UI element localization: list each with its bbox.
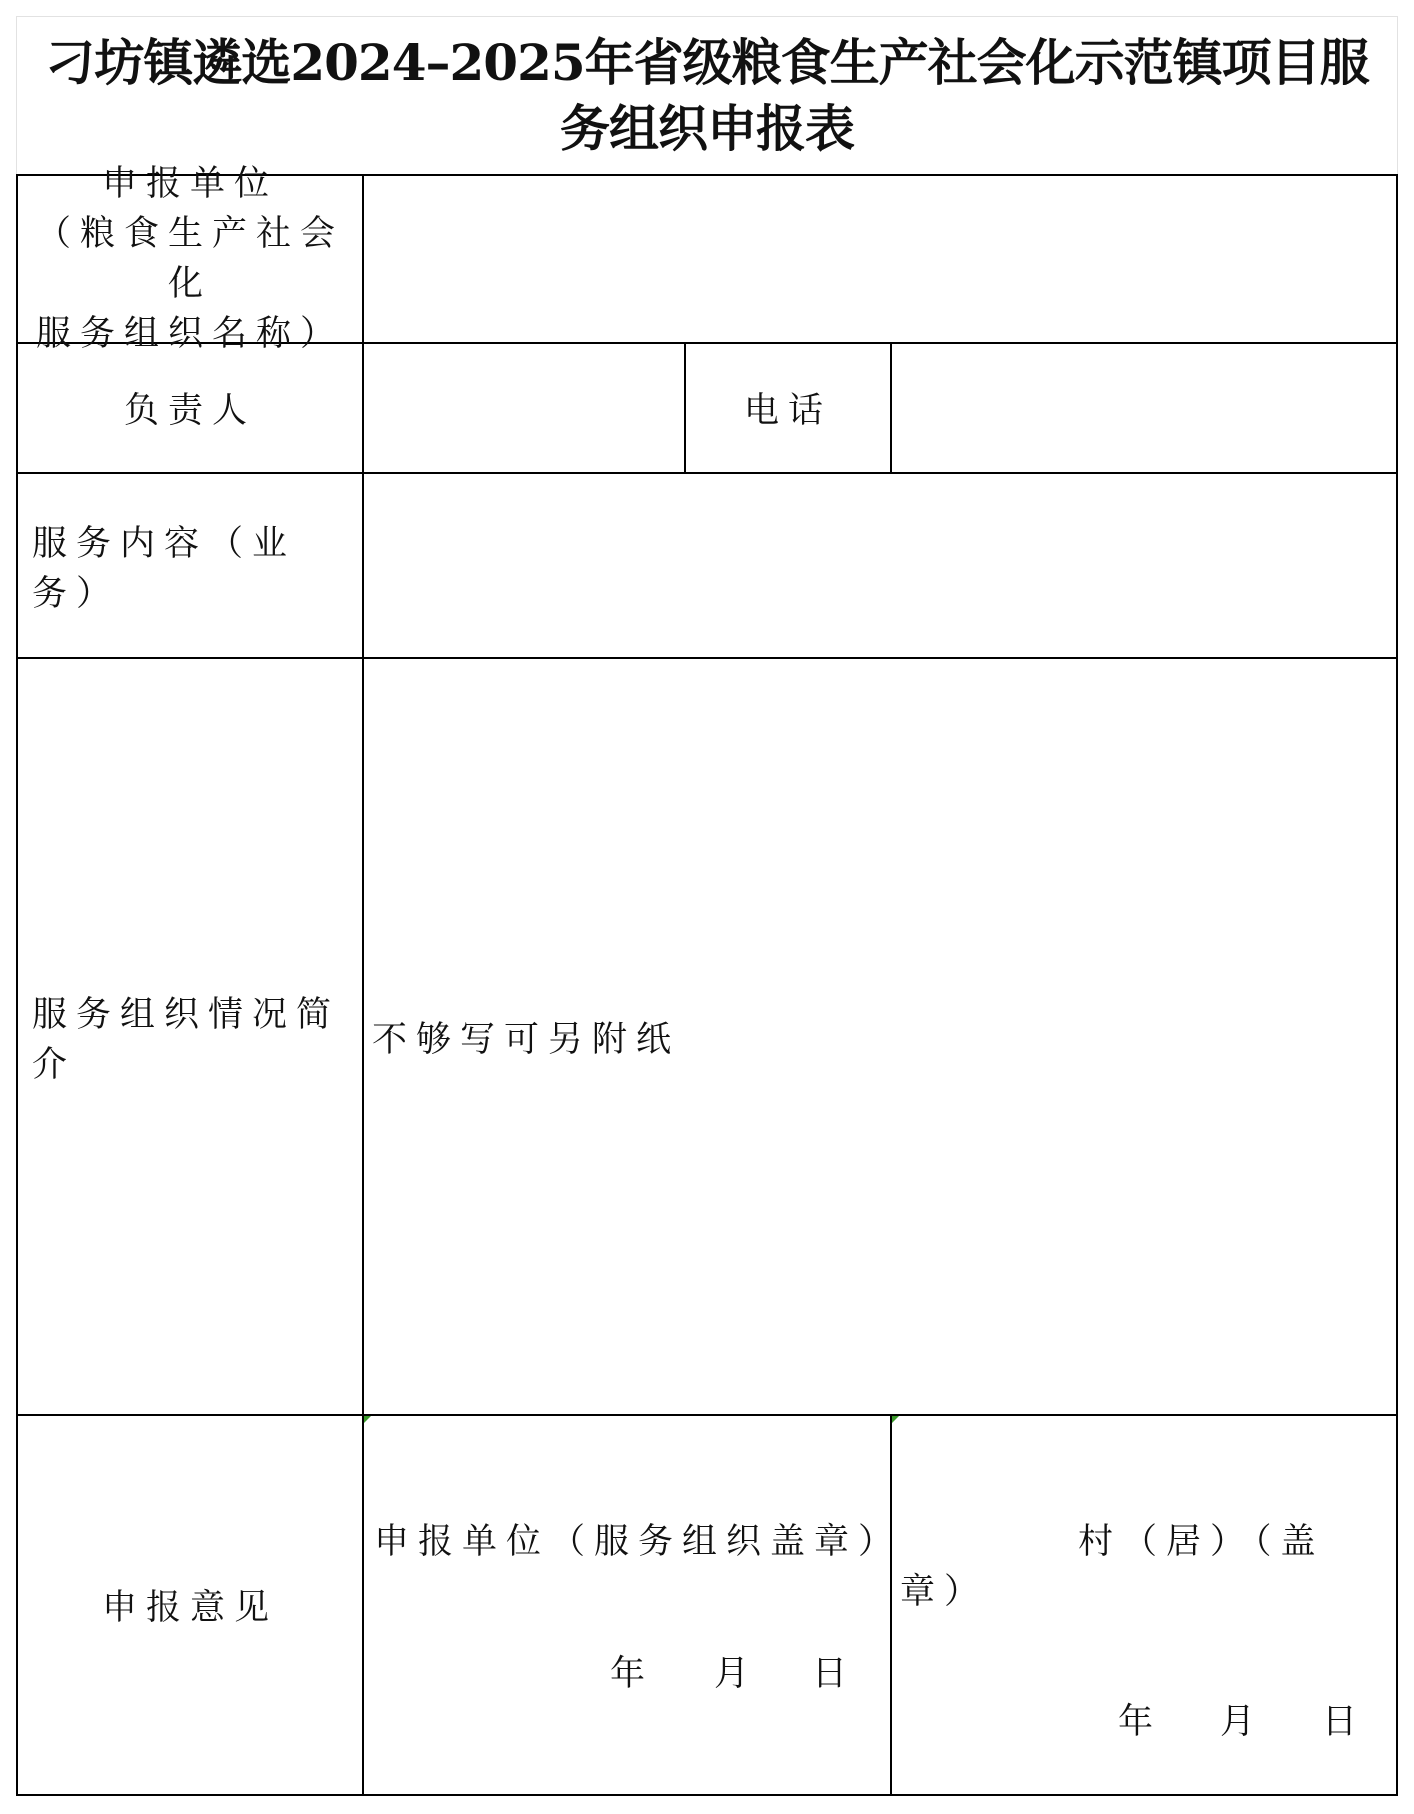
unit-date-month: 月 (714, 1654, 759, 1694)
unit-date-day: 日 (812, 1654, 857, 1694)
village-stamp-line2: 章） (900, 1572, 989, 1612)
village-date-day: 日 (1322, 1702, 1367, 1742)
phone-label: 电话 (743, 391, 832, 431)
phone-value-cell[interactable] (892, 344, 1396, 472)
table-border-bottom (16, 1794, 1398, 1796)
unit-date-year: 年 (610, 1654, 655, 1694)
service-label-cell (18, 474, 362, 657)
application-form-table (16, 164, 1398, 1796)
person-label: 负责人 (123, 391, 256, 431)
applicant-label-line1: 申报单位 (101, 164, 278, 204)
table-border-right (1396, 174, 1398, 1796)
person-label-cell (18, 344, 362, 472)
intro-label: 服务组织情况简介 (32, 994, 341, 1085)
unit-stamp-text: 申报单位（服务组织盖章） (374, 1522, 903, 1562)
opinion-label-cell (18, 1416, 362, 1794)
applicant-value-cell[interactable] (364, 176, 1396, 342)
village-date-month: 月 (1220, 1702, 1265, 1742)
intro-note: 不够写可另附纸 (372, 1019, 681, 1060)
person-value-cell[interactable] (364, 344, 684, 472)
village-date-year: 年 (1118, 1702, 1163, 1742)
applicant-label-line3: 服务组织名称） (35, 314, 344, 354)
intro-label-cell (18, 659, 362, 1414)
applicant-label-line2: （粮食生产社会化 (35, 214, 344, 304)
cell-marker (892, 1416, 899, 1423)
phone-label-cell (686, 344, 890, 472)
opinion-label: 申报意见 (101, 1588, 278, 1628)
page-title: 刁坊镇遴选2024–2025年省级粮食生产社会化示范镇项目服务组织申报表 (45, 33, 1369, 158)
village-stamp-line1: 村（居）（盖 (1078, 1522, 1325, 1562)
service-label: 服务内容（业务） (32, 523, 297, 614)
service-value-cell[interactable] (364, 474, 1396, 657)
opinion-column-divider (890, 1414, 892, 1796)
applicant-label-cell (18, 164, 362, 354)
intro-value-cell[interactable] (364, 659, 1396, 1414)
cell-marker (364, 1416, 371, 1423)
